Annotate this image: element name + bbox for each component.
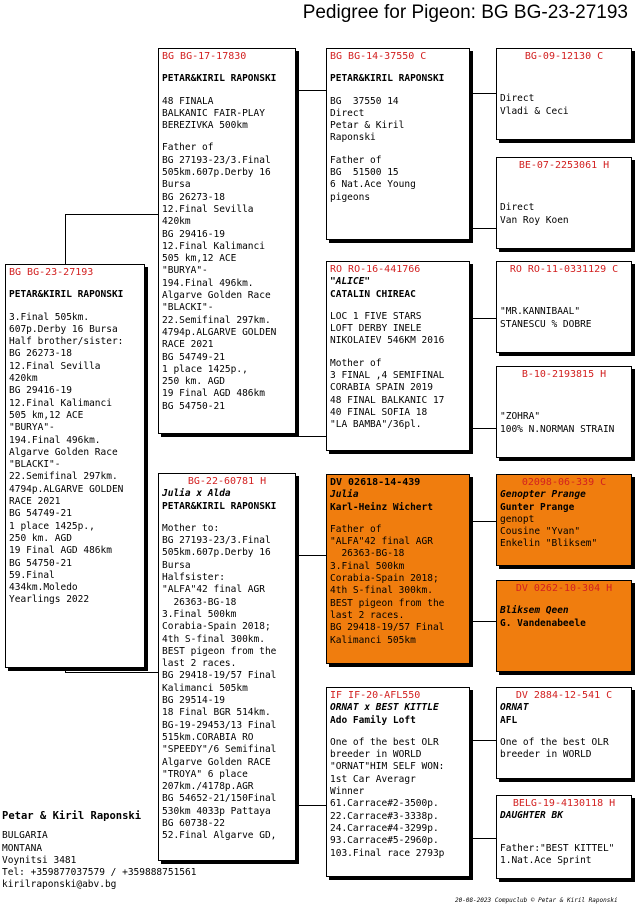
info-line: "BLACKI"- bbox=[9, 459, 61, 471]
info-line: LOFT DERBY INELE bbox=[330, 323, 422, 335]
ring-number: RO RO-16-441766 bbox=[330, 264, 421, 275]
dam-sire-card[interactable] bbox=[326, 474, 470, 664]
connector-line bbox=[470, 521, 471, 621]
info-line: BG 54749-21 bbox=[9, 508, 72, 520]
sire-sire-card[interactable] bbox=[326, 48, 470, 240]
info-line: Kalimanci 505km bbox=[162, 682, 248, 694]
info-line: BG-19-29453/13 Final bbox=[162, 719, 277, 731]
info-line: 48 FINALA bbox=[162, 95, 214, 107]
connector-line bbox=[470, 740, 471, 838]
info-line: BEREZIVKA 500km bbox=[162, 120, 248, 132]
info-line: breeder in WORLD bbox=[500, 749, 592, 761]
info-line: 250 km. AGD bbox=[9, 532, 72, 544]
info-line: BG 29514-19 bbox=[162, 695, 225, 707]
ring-number: DV 02618-14-439 bbox=[330, 477, 421, 488]
info-line: Yearlings 2022 bbox=[9, 594, 90, 606]
ggp-card-8[interactable] bbox=[496, 795, 632, 879]
owner-contact bbox=[2, 810, 196, 892]
connector-line bbox=[470, 521, 496, 522]
breeder-name: G. Vandenabeele bbox=[500, 617, 586, 629]
ring-number: B-10-2193815 H bbox=[521, 369, 607, 380]
connector-line bbox=[296, 555, 297, 805]
info-line: Corabia-Spain 2018; bbox=[162, 621, 271, 633]
info-line: 12.Final Sevilla bbox=[9, 360, 101, 372]
info-line: 505 km,12 ACE bbox=[9, 409, 84, 421]
connector-line bbox=[296, 90, 297, 436]
info-line: Van Roy Koen bbox=[500, 214, 569, 226]
connector-line bbox=[470, 428, 496, 429]
info-line: 3.Final 505km. bbox=[9, 311, 90, 323]
info-line: 6 Nat.Ace Young bbox=[330, 179, 416, 191]
info-line: Algarve Golden RACE bbox=[162, 756, 271, 768]
info-line: One of the best OLR bbox=[500, 736, 609, 748]
info-line: Father of bbox=[330, 523, 382, 535]
ring-number: BG BG-23-27193 bbox=[9, 267, 94, 278]
info-line: "ALFA"42 final AGR bbox=[162, 584, 265, 596]
info-line: Direct bbox=[330, 107, 365, 119]
info-line: Father of bbox=[162, 142, 214, 154]
ggp-card-5[interactable] bbox=[496, 474, 632, 566]
info-line: Petar & Kiril bbox=[330, 120, 405, 132]
info-line: Vladi & Ceci bbox=[500, 105, 569, 117]
info-line: BG 37550 14 bbox=[330, 95, 399, 107]
ring-number: 02098-06-339 C bbox=[521, 477, 607, 488]
info-line: breeder in WORLD bbox=[330, 749, 422, 761]
connector-line bbox=[65, 214, 158, 215]
info-line: 22.Semifinal 297km. bbox=[162, 314, 271, 326]
pigeon-name: DAUGHTER BK bbox=[500, 810, 563, 822]
connector-line bbox=[65, 214, 66, 264]
breeder-name: Ado Family Loft bbox=[330, 714, 416, 726]
breeder-name: CATALIN CHIREAC bbox=[330, 288, 416, 300]
info-line: 530km 4033p Pattaya bbox=[162, 805, 271, 817]
breeder-name: PETAR&KIRIL RAPONSKI bbox=[162, 73, 277, 85]
info-line: Half brother/sister: bbox=[9, 336, 124, 348]
info-line: 3 FINAL ,4 SEMIFINAL bbox=[330, 370, 445, 382]
info-line: Voynitsi 3481 bbox=[2, 854, 77, 866]
info-line: BG 51500 15 bbox=[330, 167, 399, 179]
info-line: BULGARIA bbox=[2, 830, 48, 842]
info-line: Father:"BEST KITTEL" bbox=[500, 842, 615, 854]
sire-card[interactable] bbox=[158, 48, 296, 434]
ring-number: BG-22-60781 H bbox=[187, 476, 267, 487]
info-line: One of the best OLR bbox=[330, 736, 439, 748]
pigeon-name: Bliksem Qeen bbox=[500, 605, 569, 617]
info-line: 22.Semifinal 297km. bbox=[9, 471, 118, 483]
info-line: 420km bbox=[9, 373, 38, 385]
info-line: 52.Final Algarve GD, bbox=[162, 830, 277, 842]
info-line: CORABIA SPAIN 2019 bbox=[330, 382, 433, 394]
connector-line bbox=[470, 740, 496, 741]
connector-line bbox=[470, 621, 496, 622]
connector-line bbox=[65, 672, 158, 673]
info-line: 40 FINAL SOFIA 18 bbox=[330, 406, 428, 418]
ring-number: DV 0262-10-304 H bbox=[515, 583, 613, 594]
info-line: 1st Car Averagr bbox=[330, 773, 416, 785]
info-line: 207km./4178p.AGR bbox=[162, 781, 254, 793]
breeder-name: PETAR&KIRIL RAPONSKI bbox=[9, 289, 124, 301]
info-line: Winner bbox=[330, 786, 365, 798]
ggp-card-6[interactable] bbox=[496, 580, 632, 672]
info-line: 48 FINAL BALKANIC 17 bbox=[330, 394, 445, 406]
info-line: 103.Final race 2793p bbox=[330, 847, 445, 859]
info-line: 59.Final bbox=[9, 569, 55, 581]
info-line: 26363-BG-18 bbox=[330, 548, 405, 560]
info-line: Tel: +359877037579 / +359888751561 bbox=[2, 867, 197, 879]
info-line: "BURYA"- bbox=[9, 422, 55, 434]
info-line: Mother of bbox=[330, 357, 382, 369]
info-line: BG 60738-22 bbox=[162, 818, 225, 830]
info-line: 3.Final 500km bbox=[330, 560, 405, 572]
info-line: 420km bbox=[162, 216, 191, 228]
connector-line bbox=[470, 318, 471, 428]
connector-line bbox=[470, 228, 496, 229]
info-line: last 2 races. bbox=[330, 609, 405, 621]
info-line: BG 26273-18 bbox=[162, 191, 225, 203]
ring-number: BG-09-12130 C bbox=[524, 51, 604, 62]
pigeon-name: ORNAT x BEST KITTLE bbox=[330, 702, 439, 714]
pigeon-name: "ALICE" bbox=[330, 276, 371, 288]
info-line: BG 29416-19 bbox=[162, 228, 225, 240]
info-line: "ZOHRA" bbox=[500, 411, 541, 423]
info-line: BG 27193-23/3.Final bbox=[162, 535, 271, 547]
ring-number: RO RO-11-0331129 C bbox=[509, 264, 619, 275]
connector-line bbox=[296, 555, 326, 556]
info-line: 22.Carrace#3-3338p. bbox=[330, 810, 439, 822]
info-line: BG 54750-21 bbox=[9, 557, 72, 569]
info-line: Mother to: bbox=[162, 522, 220, 534]
connector-line bbox=[470, 838, 496, 839]
info-line: Raponski bbox=[330, 132, 376, 144]
info-line: 18 Final BGR 514km. bbox=[162, 707, 271, 719]
connector-line bbox=[470, 93, 496, 94]
info-line: 4794p.ALGARVE GOLDEN bbox=[162, 326, 277, 338]
info-line: 19 Final AGD 486km bbox=[162, 388, 265, 400]
info-line: 4794p.ALGARVE GOLDEN bbox=[9, 483, 124, 495]
ring-number: BG BG-17-17830 bbox=[162, 51, 247, 62]
info-line: BG 54652-21/150Final bbox=[162, 793, 277, 805]
ring-number: BELG-19-4130118 H bbox=[512, 798, 616, 809]
info-line: last 2 races. bbox=[162, 658, 237, 670]
info-line: 3.Final 500km bbox=[162, 608, 237, 620]
info-line: Cousine "Yvan" bbox=[500, 526, 581, 538]
dam-card[interactable] bbox=[158, 473, 296, 861]
pigeon-name: Julia x Alda bbox=[162, 488, 231, 500]
info-line: "BURYA"- bbox=[162, 265, 208, 277]
info-line: Bursa bbox=[162, 179, 191, 191]
breeder-name: AFL bbox=[500, 714, 518, 726]
ggp-card-3[interactable] bbox=[496, 261, 632, 353]
info-line: 12.Final Sevilla bbox=[162, 203, 254, 215]
info-line: 250 km. AGD bbox=[162, 376, 225, 388]
pigeon-name: Julia bbox=[330, 489, 359, 501]
info-line: pigeons bbox=[330, 191, 371, 203]
ggp-card-1[interactable] bbox=[496, 48, 632, 140]
connector-line bbox=[296, 436, 326, 437]
info-line: 434km.Moledo bbox=[9, 582, 78, 594]
connector-line bbox=[470, 318, 496, 319]
info-line: BG 54749-21 bbox=[162, 351, 225, 363]
info-line: 61.Carrace#2-3500p. bbox=[330, 798, 439, 810]
info-line: 607p.Derby 16 Bursa bbox=[9, 323, 118, 335]
info-line: "SPEEDY"/6 Semifinal bbox=[162, 744, 277, 756]
info-line: kirilraponski@abv.bg bbox=[2, 879, 117, 891]
info-line: 1 place 1425p., bbox=[162, 363, 248, 375]
info-line: Direct bbox=[500, 93, 535, 105]
info-line: Algarve Golden Race bbox=[162, 290, 271, 302]
info-line: RACE 2021 bbox=[9, 496, 61, 508]
info-line: Bursa bbox=[162, 559, 191, 571]
breeder-name: Karl-Heinz Wichert bbox=[330, 501, 433, 513]
info-line: BG 29418-19/57 Final bbox=[162, 670, 277, 682]
info-line: "LA BAMBA"/36pl. bbox=[330, 419, 422, 431]
info-line: 93.Carrace#5-2960p. bbox=[330, 835, 439, 847]
breeder-name: Gunter Prange bbox=[500, 501, 575, 513]
info-line: LOC 1 FIVE STARS bbox=[330, 310, 422, 322]
connector-line bbox=[470, 93, 471, 228]
info-line: 194.Final 496km. bbox=[162, 277, 254, 289]
info-line: Kalimanci 505km bbox=[330, 634, 416, 646]
info-line: 100% N.NORMAN STRAIN bbox=[500, 423, 615, 435]
info-line: BALKANIC FAIR-PLAY bbox=[162, 107, 265, 119]
pigeon-name: Genopter Prange bbox=[500, 489, 586, 501]
info-line: 194.Final 496km. bbox=[9, 434, 101, 446]
info-line: 505 km,12 ACE bbox=[162, 253, 237, 265]
info-line: Algarve Golden Race bbox=[9, 446, 118, 458]
info-line: BEST pigeon from the bbox=[162, 645, 277, 657]
info-line: BG 26273-18 bbox=[9, 348, 72, 360]
info-line: Father of bbox=[330, 154, 382, 166]
info-line: 1.Nat.Ace Sprint bbox=[500, 854, 592, 866]
info-line: Enkelin "Bliksem" bbox=[500, 538, 598, 550]
info-line: STANESCU % DOBRE bbox=[500, 318, 592, 330]
info-line: "ORNAT"HIM SELF WON: bbox=[330, 761, 445, 773]
owner-name: Petar & Kiril Raponski bbox=[2, 810, 142, 822]
ring-number: IF IF-20-AFL550 bbox=[330, 690, 421, 701]
info-line: "BLACKI"- bbox=[162, 302, 214, 314]
ring-number: BE-07-2253061 H bbox=[518, 160, 610, 171]
info-line: 505km.607p.Derby 16 bbox=[162, 547, 271, 559]
connector-line bbox=[296, 90, 326, 91]
info-line: 12.Final Kalimanci bbox=[162, 240, 265, 252]
subject-pigeon-card[interactable] bbox=[5, 264, 145, 668]
connector-line bbox=[296, 805, 326, 806]
info-line: 12.Final Kalimanci bbox=[9, 397, 112, 409]
sire-dam-card[interactable] bbox=[326, 261, 470, 451]
info-line: "MR.KANNIBAAL" bbox=[500, 306, 581, 318]
info-line: BG 29416-19 bbox=[9, 385, 72, 397]
page-title: Pedigree for Pigeon: BG BG-23-27193 bbox=[302, 2, 628, 23]
info-line: 4th S-final 300km. bbox=[330, 585, 433, 597]
info-line: BEST pigeon from the bbox=[330, 597, 445, 609]
info-line: 24.Carrace#4-3299p. bbox=[330, 822, 439, 834]
info-line: MONTANA bbox=[2, 842, 43, 854]
ring-number: BG BG-14-37550 C bbox=[330, 51, 427, 62]
footer-copyright: 20-08-2023 Compuclub © Petar & Kiril Raponski bbox=[455, 897, 618, 904]
info-line: RACE 2021 bbox=[162, 339, 214, 351]
ggp-card-2[interactable] bbox=[496, 157, 632, 249]
info-line: 505km.607p.Derby 16 bbox=[162, 167, 271, 179]
ring-number: DV 2884-12-541 C bbox=[515, 690, 613, 701]
info-line: NIKOLAIEV 546KM 2016 bbox=[330, 335, 445, 347]
info-line: 4th S-final 300km. bbox=[162, 633, 265, 645]
info-line: BG 54750-21 bbox=[162, 400, 225, 412]
info-line: 26363-BG-18 bbox=[162, 596, 237, 608]
pigeon-name: ORNAT bbox=[500, 702, 529, 714]
ggp-card-4[interactable] bbox=[496, 366, 632, 458]
ggp-card-7[interactable] bbox=[496, 687, 632, 779]
info-line: BG 27193-23/3.Final bbox=[162, 154, 271, 166]
info-line: 1 place 1425p., bbox=[9, 520, 95, 532]
dam-dam-card[interactable] bbox=[326, 687, 470, 877]
info-line: 19 Final AGD 486km bbox=[9, 545, 112, 557]
info-line: BG 29418-19/57 Final bbox=[330, 622, 445, 634]
info-line: "TROYA" 6 place bbox=[162, 768, 248, 780]
breeder-name: PETAR&KIRIL RAPONSKI bbox=[162, 500, 277, 512]
info-line: 515km.CORABIA RO bbox=[162, 731, 254, 743]
info-line: genopt bbox=[500, 513, 535, 525]
info-line: Halfsister: bbox=[162, 572, 225, 584]
info-line: "ALFA"42 final AGR bbox=[330, 536, 433, 548]
info-line: Corabia-Spain 2018; bbox=[330, 573, 439, 585]
info-line: Direct bbox=[500, 202, 535, 214]
breeder-name: PETAR&KIRIL RAPONSKI bbox=[330, 73, 445, 85]
